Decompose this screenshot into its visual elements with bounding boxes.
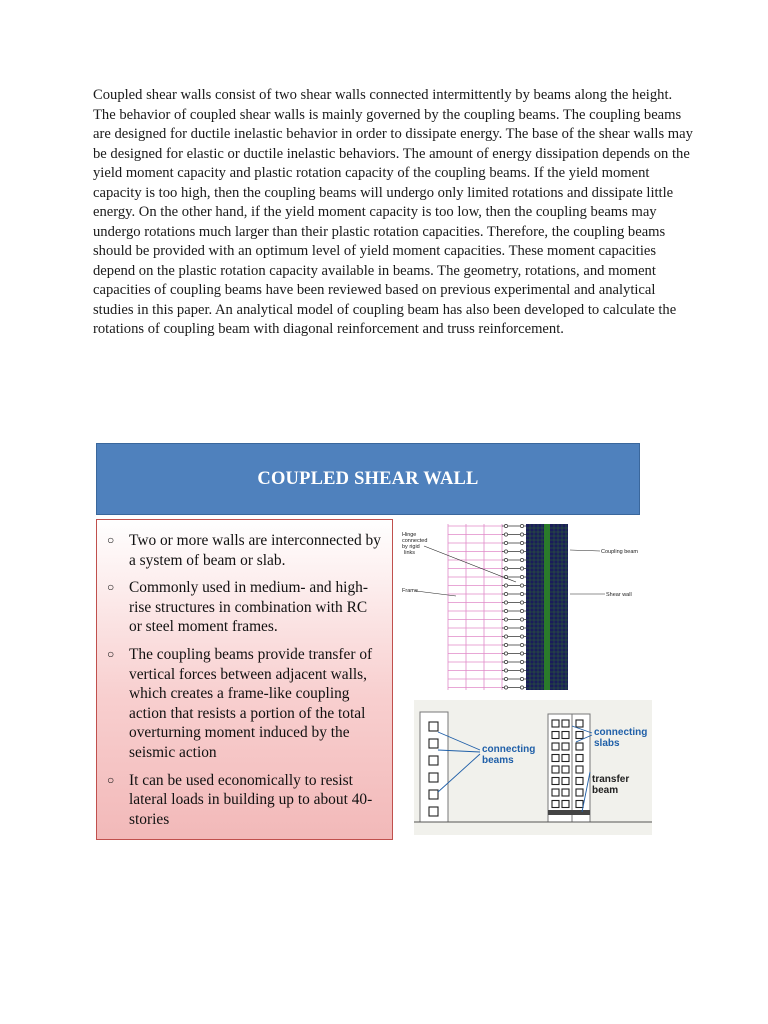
bullet-text: Two or more walls are interconnected by a system of beam or slab. <box>129 532 381 569</box>
bullet-text: Commonly used in medium- and high-rise structures in combination with RC or steel moment frames. <box>129 579 368 636</box>
hinge-label: by rigid <box>402 544 420 550</box>
bullet-item <box>103 531 382 570</box>
slide-title-bar <box>96 443 640 515</box>
rigid-links <box>502 524 526 689</box>
bullet-text: It can be used economically to resist lateral loads in building up to about 40-stories <box>129 771 373 828</box>
coupling-beam-column <box>544 524 550 690</box>
circle-bullet-icon: ○ <box>107 772 115 787</box>
building-sketch-diagram <box>414 700 652 835</box>
frame-label: Frame <box>402 588 418 594</box>
hinge-label: connected <box>402 538 428 544</box>
slide-figure <box>92 438 676 852</box>
connecting-slabs-label: connecting <box>594 727 648 738</box>
bullet-text: The coupling beams provide transfer of vertical forces between adjacent walls, which creates a frame-like coupling action that resists a portion of the total overturning moment induced by the seismic action <box>129 645 373 761</box>
bullet-box <box>96 519 393 840</box>
hinge-label: links <box>404 550 416 556</box>
frame-wall-model-diagram <box>400 522 658 692</box>
connecting-beams-label: beams <box>482 755 514 766</box>
circle-bullet-icon: ○ <box>107 533 115 547</box>
shear-wall-left <box>526 524 544 690</box>
transfer-beam-label: transfer <box>592 774 630 785</box>
bullet-item <box>103 645 382 763</box>
pointer-line <box>570 550 600 551</box>
connecting-beams-label: connecting <box>482 744 536 755</box>
slide-title: COUPLED SHEAR WALL <box>257 468 479 489</box>
pointer-line <box>416 591 456 596</box>
shear-wall-label: Shear wall <box>606 592 632 598</box>
body-paragraph: Coupled shear walls consist of two shear walls connected intermittently by beams along the height. The behavior of coupled shear walls is mainly governed by the coupling beams. The coupling beams are designed for ductile inelastic behavior in order to dissipate energy. The base of the shear walls may be designed for elastic or ductile inelastic behaviors. The amount of energy dissipation depends on the yield moment capacity and plastic rotation capacity of the coupling beams. If the yield moment capacity is too high, then the coupling beams will undergo only limited rotations and dissipate little energy. On the other hand, if the yield moment capacity is too low, then the coupling beams may undergo rotations much larger than their plastic rotation capacities. Therefore, the coupling beams should be provided with an optimum level of yield moment capacities. These moment capacities depend on the plastic rotation capacity available in beams. The geometry, rotations, and moment capacities of coupling beams have been reviewed based on previous experimental and analytical studies in this paper. An analytical model of coupling beam has also been developed to calculate the rotations of coupling beam with diagonal reinforcement and truss reinforcement. <box>93 87 693 337</box>
coupling-beam-label: Coupling beam <box>601 549 638 555</box>
bullet-item <box>103 578 382 637</box>
bullet-item <box>103 771 382 830</box>
frame-grid <box>448 524 502 690</box>
circle-bullet-icon: ○ <box>107 580 115 595</box>
shear-wall-right <box>550 524 568 690</box>
transfer-beam-label: beam <box>592 785 619 796</box>
circle-bullet-icon: ○ <box>107 646 115 661</box>
transfer-beam-shape <box>548 810 590 815</box>
connecting-slabs-label: slabs <box>594 738 620 749</box>
hinge-label: Hinge <box>402 532 417 538</box>
